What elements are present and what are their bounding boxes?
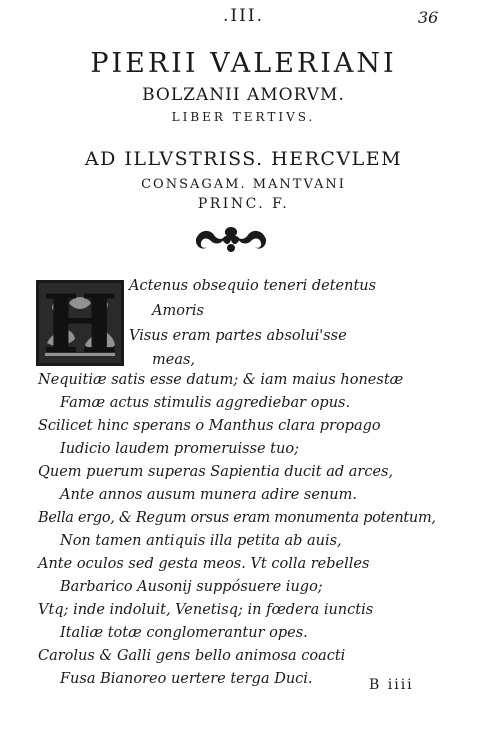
running-head: .III.	[223, 6, 264, 26]
verse-line: Visus eram partes absolui'sse	[129, 328, 347, 344]
verse-line: meas,	[152, 352, 196, 368]
decorated-initial	[36, 280, 124, 366]
verse-line: Barbarico Ausonij suppósuere iugo;	[60, 579, 323, 595]
verse-line: Vtq; inde indoluit, Venetisq; in fœdera iunctis	[38, 602, 374, 618]
verse-line: Ante annos ausum munera adire senum.	[60, 487, 357, 503]
verse-line: Italiæ totæ conglomerantur opes.	[60, 625, 308, 641]
verse-line: Bella ergo, & Regum orsus eram monumenta potentum,	[38, 510, 436, 526]
verse-line: Nequitiæ satis esse datum; & iam maius honestæ	[38, 372, 404, 388]
work-subtitle: BOLZANII AMORVM.	[142, 85, 345, 105]
initial-letter: H	[42, 280, 118, 366]
dedication-line-1: AD ILLVSTRISS. HERCVLEM	[84, 148, 403, 170]
author-title: PIERII VALERIANI	[90, 48, 397, 79]
verse-line: Iudicio laudem promeruisse tuo;	[60, 441, 299, 457]
dedication-line-3: PRINC. F.	[197, 196, 290, 212]
verse-line: Ante oculos sed gesta meos. Vt colla rebelles	[38, 556, 370, 572]
verse-line: Fusa Bianoreo uertere terga Duci.	[60, 671, 313, 687]
verse-line: Amoris	[152, 303, 204, 319]
signature-mark: B iiii	[369, 677, 414, 693]
dedication-line-2: CONSAGAM. MANTVANI	[141, 177, 346, 192]
fleuron-ornament-icon	[192, 224, 270, 254]
verse-line: Famæ actus stimulis aggrediebar opus.	[60, 395, 351, 411]
verse-line: Quem puerum superas Sapientia ducit ad arces,	[38, 464, 394, 480]
book-label: LIBER TERTIVS.	[171, 110, 316, 124]
verse-line: Actenus obsequio teneri detentus	[129, 278, 377, 294]
page-number: 36	[418, 8, 439, 27]
verse-line: Non tamen antiquis illa petita ab auis,	[60, 533, 342, 549]
verse-line: Scilicet hinc sperans o Manthus clara propago	[38, 418, 381, 434]
verse-line: Carolus & Galli gens bello animosa coacti	[38, 648, 346, 664]
